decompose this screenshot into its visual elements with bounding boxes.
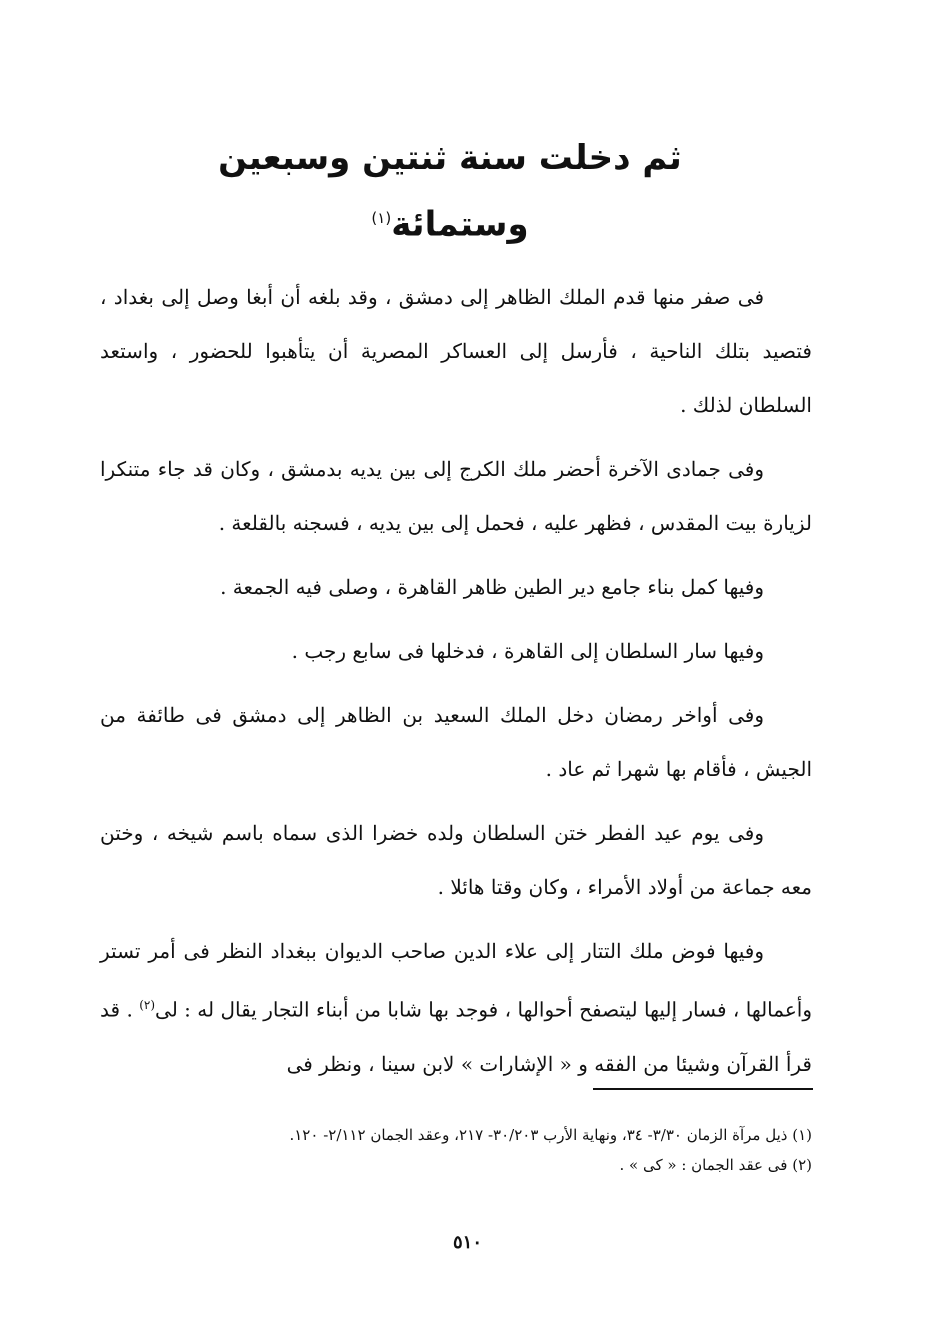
- page-number: ٥١٠: [452, 1232, 482, 1253]
- footnotes: [100, 1120, 812, 1180]
- footnote-ref: (٢): [139, 998, 156, 1012]
- paragraph-last: [100, 924, 812, 1091]
- footnote-2: (٢) فى عقد الجمان : « كى » .: [619, 1156, 812, 1174]
- paragraph: وفيها سار السلطان إلى القاهرة ، فدخلها فى سابع رجب .: [291, 639, 764, 663]
- paragraph: وفى جمادى الآخرة أحضر ملك الكرج إلى بين يديه بدمشق ، وكان قد جاء متنكرا لزيارة بيت المقدس ، فظهر عليه ، فحمل إلى بين يديه ، فسجنه بالقلعة .: [100, 457, 812, 535]
- title-text: ثم دخلت سنة ثنتين وسبعين وستمائة: [218, 138, 682, 245]
- footnote-separator: [593, 1088, 813, 1090]
- main-text: [100, 270, 812, 1101]
- paragraph: وفى أواخر رمضان دخل الملك السعيد بن الظاهر إلى دمشق فى طائفة من الجيش ، فأقام بها شهرا ثم عاد .: [100, 703, 812, 781]
- paragraph-tail: . قد قرأ القرآن وشيئا من الفقه و « الإشارات » لابن سينا ، ونظر فى: [100, 997, 812, 1076]
- footnote-1: (١) ذيل مرآة الزمان ٣/٣٠- ٣٤، ونهاية الأرب ٣٠/٢٠٣- ٢١٧، وعقد الجمان ٢/١١٢- ١٢٠.: [289, 1126, 812, 1144]
- paragraph: وفى يوم عيد الفطر ختن السلطان ولده خضرا الذى سماه باسم شيخه ، وختن معه جماعة من أولاد الأمراء ، وكان وقتا هائلا .: [100, 821, 812, 899]
- paragraph-text: وفيها فوض ملك التتار إلى علاء الدين صاحب الديوان ببغداد النظر فى أمر تستر وأعمالها ، فسار إليها ليتصفح أحوالها ، فوجد بها شابا من أبناء التجار يقال له : لى: [100, 939, 812, 1022]
- paragraph: وفيها كمل بناء جامع دير الطين ظاهر القاهرة ، وصلى فيه الجمعة .: [220, 575, 764, 599]
- paragraph: فى صفر منها قدم الملك الظاهر إلى دمشق ، وقد بلغه أن أبغا وصل إلى بغداد ، فتصيد بتلك الناحية ، فأرسل إلى العساكر المصرية أن يتأهبوا للحضور ، واستعد السلطان لذلك .: [100, 285, 812, 417]
- title-footnote-ref: (١): [371, 209, 392, 227]
- page-title: [150, 128, 750, 254]
